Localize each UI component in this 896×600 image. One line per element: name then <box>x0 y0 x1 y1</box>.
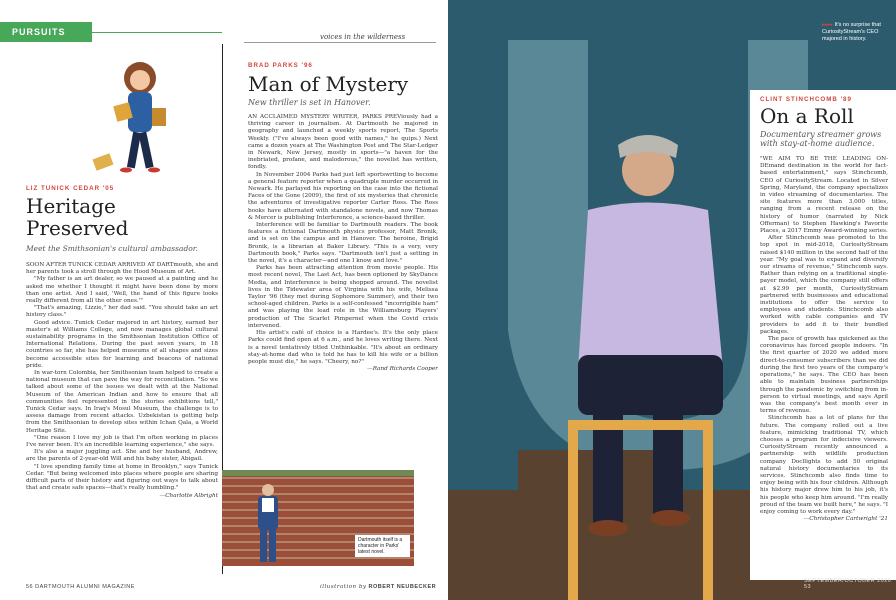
story1-paragraph: "One reason I love my job is that I'm often working in places I've never been. It's an incredible learning experience," she says. <box>26 434 218 449</box>
story3-signature: —Christopher Cartwright '21 <box>803 516 888 523</box>
footer-left <box>26 584 135 590</box>
story3-byline: CLINT STINCHCOMB '89 <box>760 96 852 103</box>
story2-paragraph: In November 2004 Parks had just left sportswriting to become a general feature reporter when a quadruple murder occurred in Newark. He parlayed his reporting on the case into the fictional Faces of the Gone (2009), the first of six mysteries that chronicle the adventures of investigative reporter Carter Ross. The Ross books have alternated with standalone novels, and now Thomas & Mercer is publishing Interference, a science-based thriller. <box>248 171 438 221</box>
issue-date: SEPTEMBER/OCTOBER 2020 <box>804 578 892 584</box>
story3-paragraph: The pace of growth has quickened as the coronavirus has forced people indoors. "In the first quarter of 2020 we added more direct-to-consumer subscribers than we did during the first two years of the company's operations," he says. The CEO has been able to maintain business partnerships through the pandemic by switching from in-person to virtual meetings, and says April was the company's best month ever in terms of revenue. <box>760 336 888 415</box>
story1-paragraph: It's also a major juggling act. She and her husband, Andrew, are the parents of 2-year-old Will and his baby sister, Abigail. <box>26 449 218 463</box>
story3-paragraph: Stinchcomb has a lot of plans for the future. The company rolled out a live feature, mimicking traditional TV, which chooses a program for indecisive viewers. CuriosityStream recently announced a partnership with wildlife production company Docllights to add 50 original natural history documentaries to its services. Stinchcomb also finds time to enjoy being with his four children. Although his history major drew him to his job, it's his people who keep him around. "I'm really proud of the team we built here," he says. "I enjoy coming to work every day." <box>760 415 888 515</box>
pull-note <box>822 22 892 43</box>
page-number: 56 <box>26 584 34 590</box>
story2-body <box>248 114 438 464</box>
story2-signature: —Rand Richards Cooper <box>367 366 438 373</box>
story1-paragraph: "That's amazing, Lizzie," her dad said. "You should take an art history class." <box>26 305 218 319</box>
story1-signature: —Charlotte Albright <box>159 492 218 499</box>
story3-body <box>760 156 888 576</box>
right-page <box>448 0 896 600</box>
story1-byline: LIZ TUNICK CEDAR '05 <box>26 185 115 192</box>
story2-title: Man of Mystery <box>248 72 409 96</box>
illustration-credit: illustration by ROBERT NEUBECKER <box>320 584 437 590</box>
publication-name: DARTMOUTH ALUMNI MAGAZINE <box>35 584 135 590</box>
story3-paragraph: "WE AIM TO BE THE LEADING ON-DEmand destination in the world for fact-based entertainment," says Stinchcomb, CEO of CuriosityStream. Located in Silver Spring, Maryland, the company specializes in video streaming of documentaries. The site features more than 3,000 titles, ranging from a recent release on the history of humor (narrated by Nick Offerman) to Stephen Hawking's Favorite Places, a 2017 Emmy Award-winning series. <box>760 156 888 235</box>
illustration-woman <box>90 56 190 186</box>
story1-paragraph: In war-torn Colombia, her Smithsonian team helped to create a national museum that can pave the way for reconciliation. "So we talked about some of the issues we dealt with at the National Museum of the American Indian and how to ensure that all communities feel represented in the stories exhibitions tell," Tunick Cedar says. In Iraq's Mosul Museum, the challenge is to assess damage from recent attacks. Uzbekistan is getting help from the Smithsonian to develop sites within Ichan Qala, a World Heritage Site. <box>26 370 218 434</box>
story2-paragraph: Parks has been attracting attention from movie people. His most recent novel, The Last Act, has been optioned by SkyDance Media, and Interference is being shopped around. The novelist lives in the Tidewater area of Virginia with his wife, Melissa Taylor '96 (they met during Sophomore Summer), and their two school-aged children. Parks is a self-confessed "incorrigible ham" and was playing the lead role in the Williamsburg Players' production of The Scarlet Pimpernel when the Covid crisis intervened. <box>248 265 438 329</box>
section-kicker: voices in the wilderness <box>320 33 406 41</box>
story1-dek: Meet the Smithsonian's cultural ambassador. <box>26 244 198 253</box>
kicker-rule <box>244 42 436 43</box>
story1-paragraph: SOON AFTER TUNICK CEDAR ARRIVED AT DARTmouth, she and her parents took a stroll through the Hood Museum of Art. <box>26 262 218 276</box>
section-tab: PURSUITS <box>0 22 92 42</box>
photo-caption: Dartmouth itself is a character in Parks' latest novel. <box>355 535 410 557</box>
story2-paragraph: Interference will be familiar to Dartmouth readers. The book features a fictional Dartmouth physics professor, Matt Bronik, and is set on the campus and in Hanover. The heroine, Brigid Bronik, is a librarian at Baker Library. "This is a very, very Dartmouth book," Parks says. "Dartmouth isn't just a setting in the novel, it's a character—and one I know and love." <box>248 222 438 265</box>
story3-dek: Documentary streamer grows with stay-at-home audience. <box>760 130 882 148</box>
note-text: It's no surprise that CuriosityStream's CEO majored in history. <box>822 22 881 42</box>
story2-paragraph: His artist's café of choice is a Hardee's. It's the only place Parks could find open at 6 a.m., and he loves writing there. Next is a novel tentatively titled Unthinkable. "It's about an ordinary stay-at-home dad who is told he has to kill his wife or a billion people must die," he says. "Cheery, no?" <box>248 330 438 365</box>
story1-paragraph: Good advice. Tunick Cedar majored in art history, earned her master's at Williams College, and now manages global cultural sustainability programs in the Smithsonian Institution Office of International Relations. During the past seven years, in 18 countries so far, she has helped museums of all shapes and sizes become accessible sites for learning and beacons of national pride. <box>26 319 218 369</box>
story3-panel <box>750 90 896 580</box>
page-number-right: 53 <box>804 584 812 590</box>
story1-paragraph: "I love spending family time at home in Brooklyn," says Tunick Cedar. "But being welcomed into places where people are sharing difficult parts of their history and figuring out ways to talk about that and create safe spaces—that's really humbling." <box>26 463 218 492</box>
story1-title-line1: Heritage <box>26 194 116 218</box>
footer-right <box>804 578 896 590</box>
story2-paragraph: AN ACCLAIMED MYSTERY WRITER, PARKS PREViously had a thriving career in journalism. At Dartmouth he majored in geography and launched a weekly sports report, The Sports Weekly. ("I've always been good with names," he quips.) Next came a dozen years at The Washington Post and The Star-Ledger in Newark, New Jersey, mostly in sports—"a haven for the inebriated, profane, and malodorous," the novelist has written, fondly. <box>248 114 438 171</box>
story1-title-line2: Preserved <box>26 216 129 240</box>
story2-dek: New thriller is set in Hanover. <box>248 98 371 107</box>
story1-body <box>26 262 218 500</box>
story1-paragraph: "My father is an art dealer, so we paused at a painting and he asked me whether I thought it might have been done by more than one artist. And I said, 'Well, the hand of this figure looks really different from all the other ones.'" <box>26 276 218 305</box>
section-rule <box>92 32 222 33</box>
story2-byline: BRAD PARKS '96 <box>248 62 313 69</box>
note-marks: ▸▸▸▸ <box>822 22 834 28</box>
story3-title: On a Roll <box>760 104 854 128</box>
story3-paragraph: After Stinchcomb was promoted to the top spot in mid-2018, CuriosityStream raised $140 million in the second half of the year. "My goal was to expand and diversify our streams of revenue," Stinchcomb says. Rather than relying on a traditional single-payer model, which the company still offers at $2.99 per month, CuriosityStream partnered with businesses and educational institutions to offer the service to employees and students. Stinchcomb also worked with cable companies and TV providers to add it to their bundled packages. <box>760 235 888 335</box>
